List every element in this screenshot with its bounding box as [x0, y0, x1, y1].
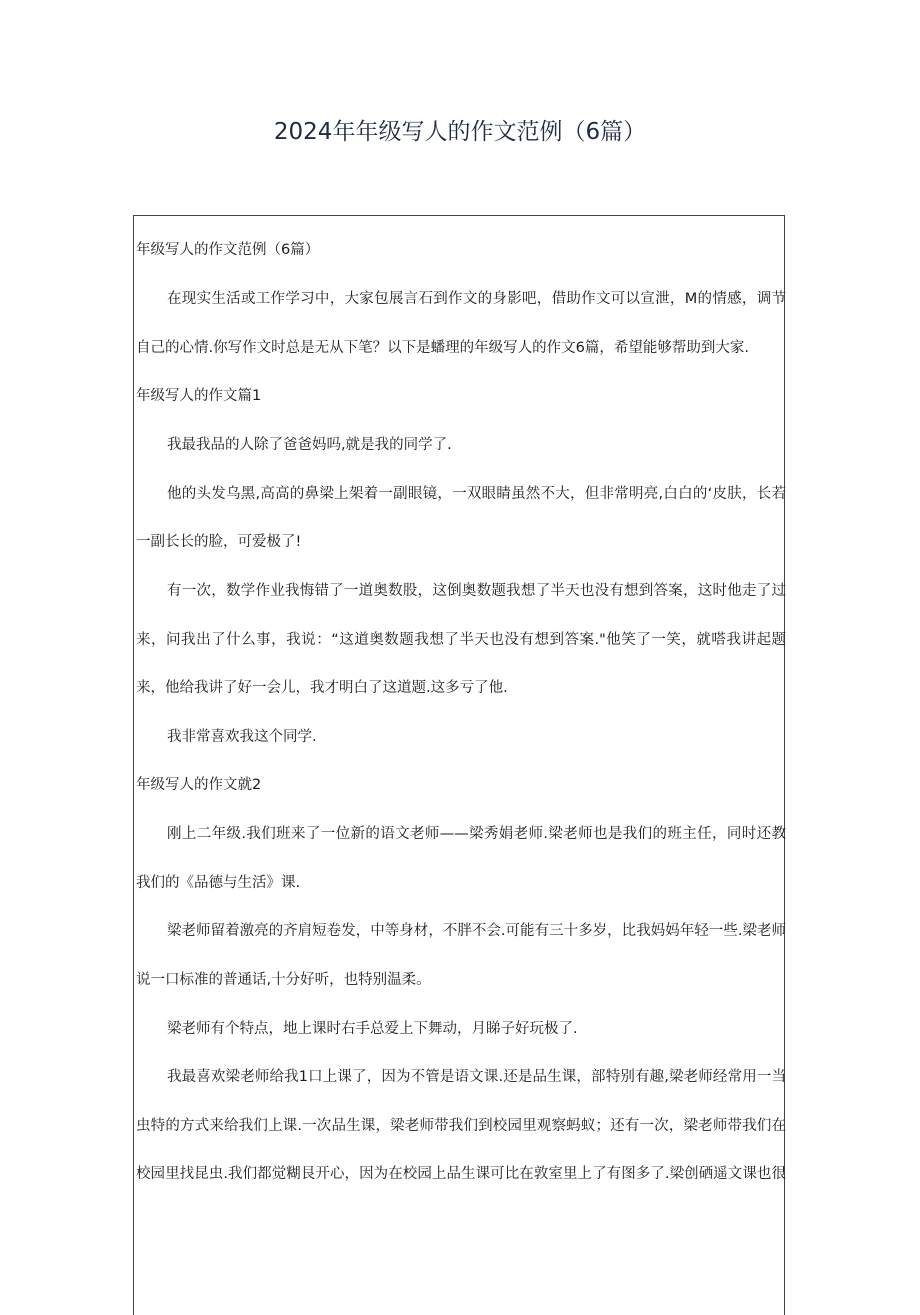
paragraph-line: 我们的《品德与生活》课. [136, 875, 301, 891]
paragraph-line: 说一口标准的普通话,十分好听，也特别温柔。 [136, 972, 431, 988]
paragraph-line: 虫特的方式来给我们上课.一次品生课，梁老师带我们到校园里观察蚂蚁；还有一次，梁老师带我们在 [136, 1118, 786, 1134]
paragraph-line: 校园里找昆虫.我们都觉糊艮开心，因为在校园上品生课可比在敦室里上了有图多了.梁创硒遥文课也很 [136, 1166, 786, 1182]
paragraph-line: 我非常喜欢我这个同学. [167, 729, 317, 745]
paragraph-line: 来，问我出了什么事，我说：“这道奥数题我想了半天也没有想到答案."他笑了一笑，就嗒我讲起题 [136, 632, 786, 648]
paragraph-line: 梁老师留着激亮的齐肩短卷发，中等身材，不胖不会.可能有三十多岁，比我妈妈年轻一些.梁老师 [167, 923, 786, 939]
paragraph-line: 刚上二年级.我们班来了一位新的语文老师——梁秀娟老师.梁老师也是我们的班主任，同时还教 [167, 826, 786, 842]
paragraph-line: 来，他给我讲了好一会儿，我才明白了这道题.这多亏了他. [136, 680, 508, 696]
paragraph-line: 他的头发乌黑,高高的鼻梁上架着一副眼镜，一双眼睛虽然不大，但非常明亮,白白的‘皮肤，长若 [167, 486, 786, 502]
paragraph-line: 我最我品的人除了爸爸妈吗,就是我的同学了. [167, 437, 452, 453]
paragraph-line: 我最喜欢梁老师给我1口上课了，因为不管是语文课.还是品生课，部特别有趣,梁老师经常用一当 [167, 1069, 786, 1085]
section-heading: 年级写人的作文篇1 [136, 388, 262, 404]
paragraph-line: 一副长长的脸，可爱极了! [136, 534, 302, 550]
document-title: 2024年年级写人的作文范例（6篇） [273, 119, 647, 145]
paragraph-line: 在现实生活或工作学习中，大家包展言石到作文的身影吧，借助作文可以宣泄，M的情感，调节 [167, 291, 786, 307]
paragraph-line: 自己的心情.你写作文时总是无从下笔？以下是蟠理的年级写人的作文6篇，希望能够帮助到大家. [136, 340, 749, 356]
paragraph-line: 梁老师有个特点，地上课时右手总爱上下舞动，月睇子好玩极了. [167, 1021, 578, 1037]
section-heading: 年级写人的作文就2 [136, 777, 262, 793]
content-frame [133, 215, 785, 1315]
section-heading: 年级写人的作文范例（6篇） [136, 242, 320, 258]
paragraph-line: 有一次，数学作业我悔错了一道奥数股，这倒奥数题我想了半天也没有想到答案，这时他走了过 [167, 583, 786, 599]
